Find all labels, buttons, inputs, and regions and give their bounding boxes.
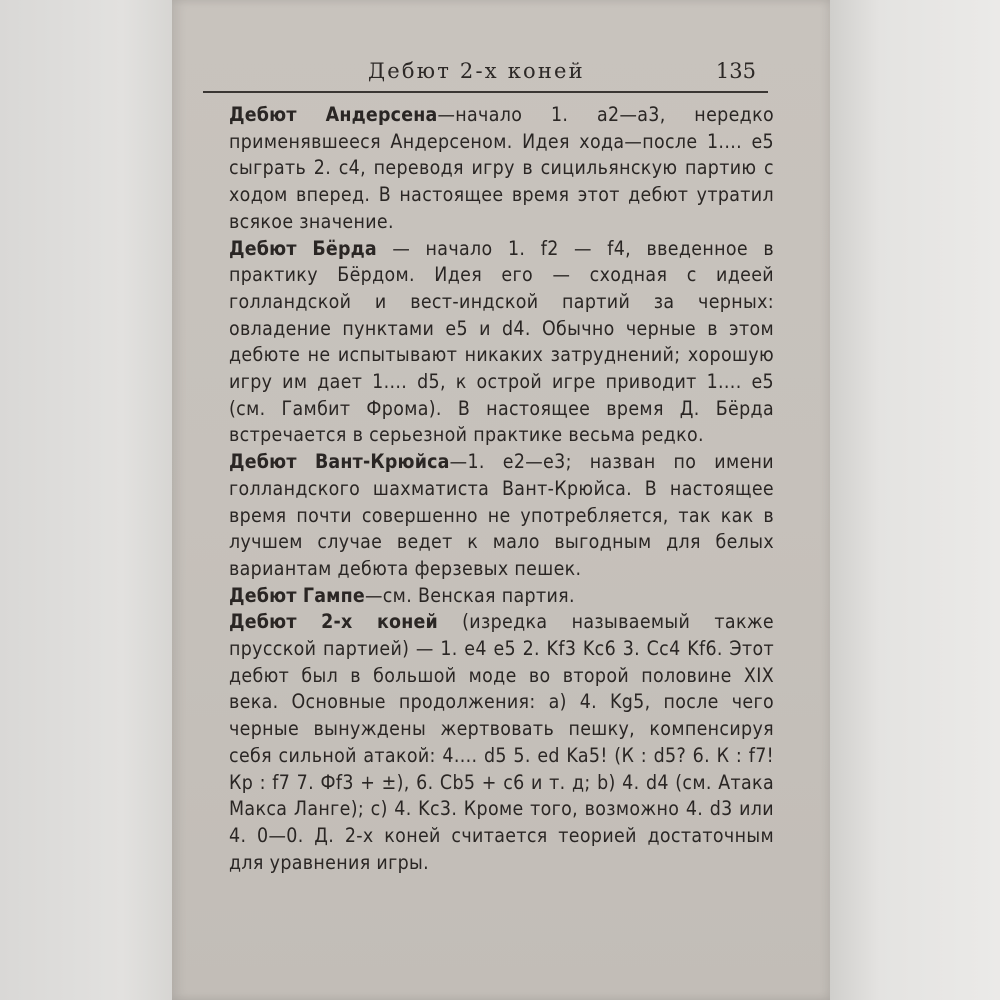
running-title: Дебют 2-х коней xyxy=(368,59,585,83)
left-background xyxy=(0,0,175,1000)
entry-text: —см. Венская партия. xyxy=(364,583,575,607)
entry-two-knights xyxy=(229,609,774,876)
entry-van-kruijs xyxy=(229,449,774,583)
running-header xyxy=(203,55,768,93)
entry-term: Дебют Гампе xyxy=(229,583,365,607)
entry-bird xyxy=(229,236,774,450)
page-number: 135 xyxy=(715,59,756,83)
entry-anderssen xyxy=(229,102,774,236)
entry-text: (изредка называемый также прусской партией) — 1. e4 e5 2. Kf3 Kc6 3. Cc4 Kf6. Этот дебют был в большой моде во второй половине XIX века. Основные продолжения: а) 4. Kg5, после чего черные вынуждены жертвовать пешку, компенсируя себя сильной атакой: 4.... d5 5. ed Ka5! (К : d5? 6. К : f7! Кр : f7 7. Фf3 + ±), 6. Cb5 + c6 и т. д; b) 4. d4 (см. Атака Макса Ланге); c) 4. Kc3. Кроме того, возможно 4. d3 или 4. 0—0. Д. 2-х коней считается теорией достаточным для уравнения игры. xyxy=(229,610,774,874)
entry-text: — начало 1. f2 — f4, введенное в практику Бёрдом. Идея его — сходная с идеей голландской и вест-индской партий за черных: овладение пунктами e5 и d4. Обычно черные в этом дебюте не испытывают никаких затруднений; хорошую игру им дает 1.... d5, к острой игре приводит 1.... e5 (см. Гамбит Фрома). В настоящее время Д. Бёрда встречается в серьезной практике весьма редко. xyxy=(229,236,775,447)
entry-term: Дебют Андерсена xyxy=(229,103,438,126)
entry-hampe xyxy=(229,583,774,610)
entry-term: Дебют 2-х коней xyxy=(229,610,438,634)
right-background xyxy=(828,0,1000,1000)
entry-text: —начало 1. a2—a3, нередко применявшееся Андерсеном. Идея хода—после 1.... e5 сыграть 2. c4, переводя игру в сицильянскую партию с ходом вперед. В настоящее время этот дебют утратил всякое значение. xyxy=(229,103,774,233)
entry-text: —1. e2—e3; назван по имени голландского шахматиста Вант-Крюйса. В настоящее время почти совершенно не употребляется, так как в лучшем случае ведет к мало выгодным для белых вариантам дебюта ферзевых пешек. xyxy=(229,450,774,580)
page-body xyxy=(229,102,774,876)
entry-term: Дебют Вант-Крюйса xyxy=(229,450,450,474)
entry-term: Дебют Бёрда xyxy=(229,236,377,260)
